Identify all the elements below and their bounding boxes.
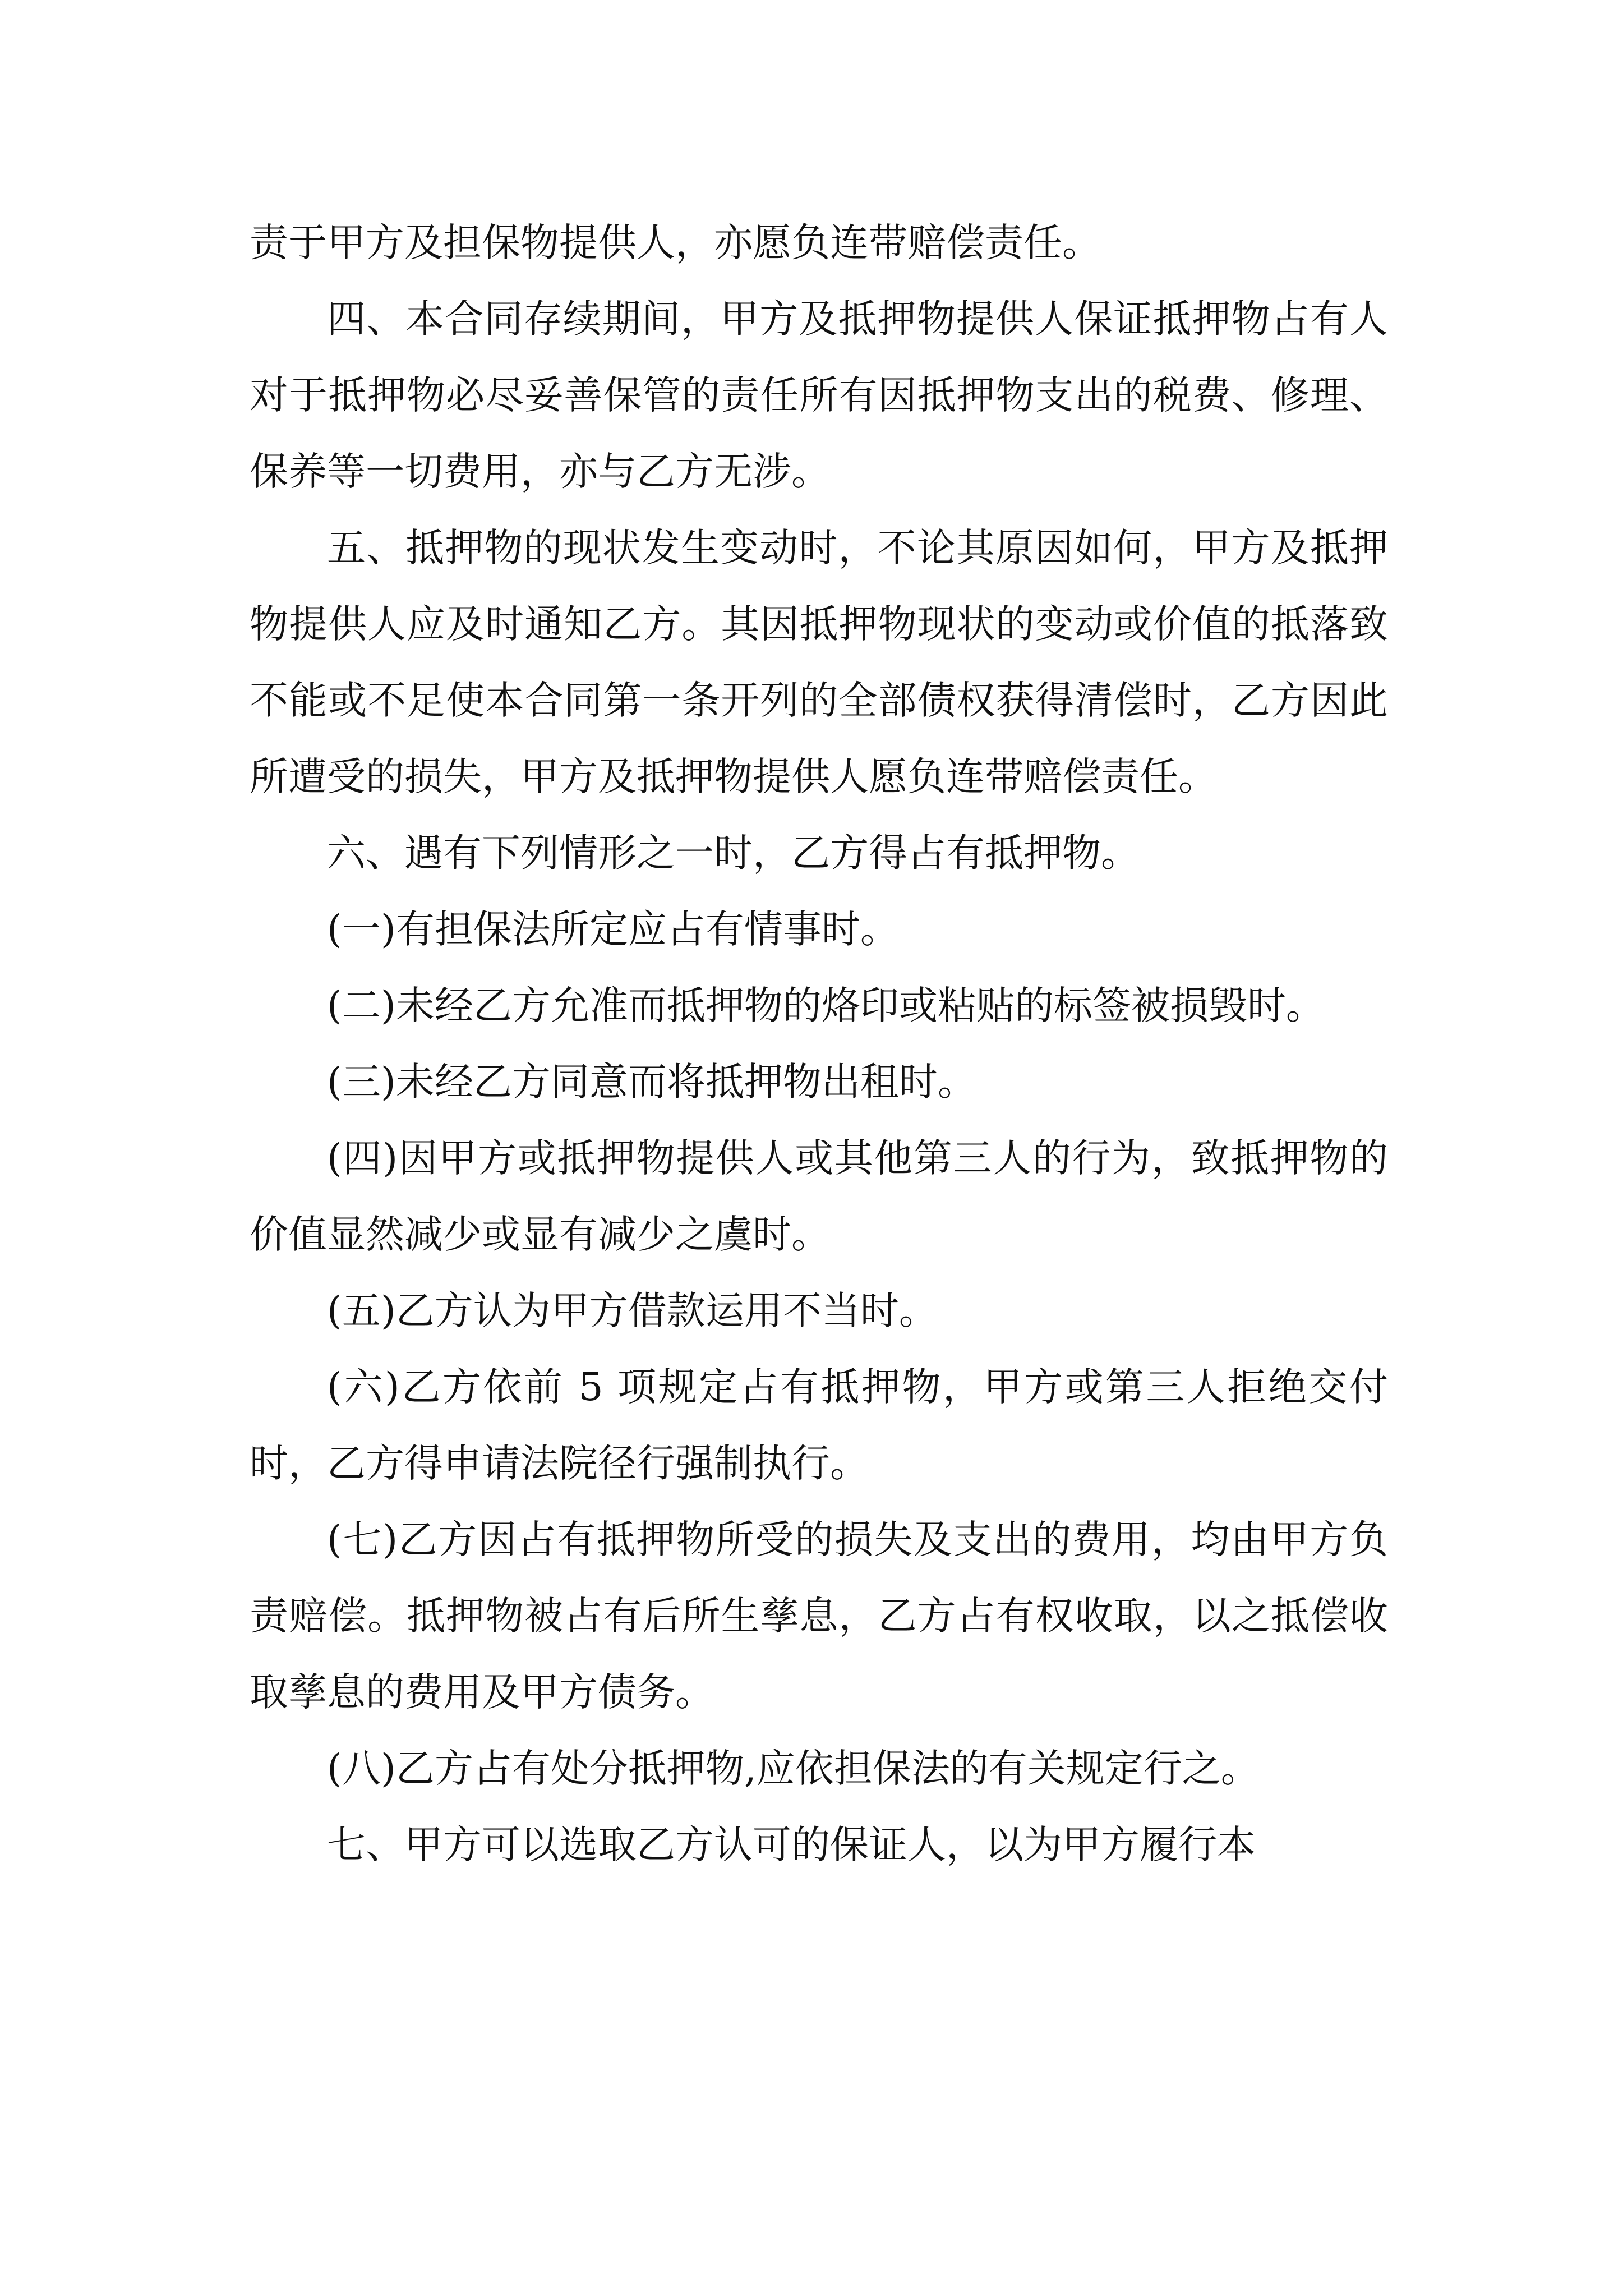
paragraph-continuation: 责于甲方及担保物提供人，亦愿负连带赔偿责任。 [250, 220, 1101, 265]
clause-6-item-3: (三)未经乙方同意而将抵押物出租时。 [327, 1060, 976, 1105]
clause-7: 七、甲方可以选取乙方认可的保证人，以为甲方履行本 [327, 1823, 1256, 1867]
clause-6-item-5: (五)乙方认为甲方借款运用不当时。 [327, 1289, 938, 1333]
clause-6-item-8: (八)乙方占有处分抵押物,应依担保法的有关规定行之。 [327, 1746, 1260, 1791]
clause-6-item-6: (六)乙方依前 5 项规定占有抵押物，甲方或第三人拒绝交付时，乙方得申请法院径行强制执行。 [250, 1365, 1388, 1486]
clause-4: 四、本合同存续期间，甲方及抵押物提供人保证抵押物占有人对于抵押物必尽妥善保管的责任所有因抵押物支出的税费、修理、保养等一切费用，亦与乙方无涉。 [250, 297, 1388, 494]
clause-6-item-2: (二)未经乙方允准而抵押物的烙印或粘贴的标签被损毁时。 [327, 983, 1325, 1028]
document-body [250, 205, 1388, 1883]
clause-6-item-4: (四)因甲方或抵押物提供人或其他第三人的行为，致抵押物的价值显然减少或显有减少之虞时。 [250, 1136, 1388, 1257]
clause-6-item-1: (一)有担保法所定应占有情事时。 [327, 907, 899, 952]
clause-6-item-7: (七)乙方因占有抵押物所受的损失及支出的费用，均由甲方负责赔偿。抵押物被占有后所生孳息，乙方占有权收取，以之抵偿收取孳息的费用及甲方债务。 [250, 1517, 1388, 1715]
clause-6: 六、遇有下列情形之一时，乙方得占有抵押物。 [327, 831, 1140, 876]
clause-5: 五、抵押物的现状发生变动时，不论其原因如何，甲方及抵押物提供人应及时通知乙方。其因抵押物现状的变动或价值的抵落致不能或不足使本合同第一条开列的全部债权获得清偿时，乙方因此所遭受的损失，甲方及抵押物提供人愿负连带赔偿责任。 [250, 526, 1388, 799]
